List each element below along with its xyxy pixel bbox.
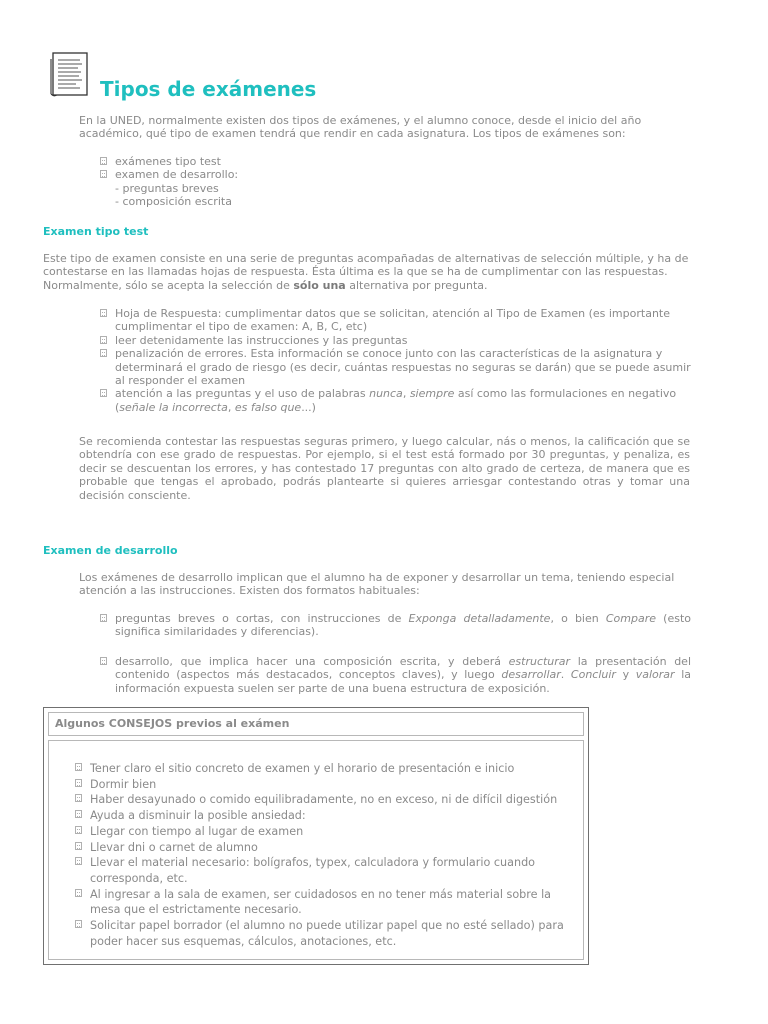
bullet-icon <box>100 309 107 317</box>
exam-types-list <box>100 155 400 209</box>
test-paragraph: Este tipo de examen consiste en una serie de preguntas acompañadas de alternativas de selección múltiple, y ha de contestarse en las llamadas hojas de respuesta. Ésta última es la que se ha de cumplimentar con las respuestas. Normalmente, sólo se acepta la selección de sólo una alternativa por pregunta. <box>43 252 689 292</box>
list-item: Solicitar papel borrador (el alumno no puede utilizar papel que no esté sellado) para poder hacer sus esquemas, cálculos, anotaciones, etc. <box>75 918 565 949</box>
desarrollo-format-list-2 <box>100 655 691 695</box>
bullet-icon <box>75 794 82 802</box>
bullet-icon <box>100 170 107 178</box>
bullet-icon <box>100 336 107 344</box>
list-item: atención a las preguntas y el uso de palabras nunca, siempre así como las formulaciones en negativo (señale la incorrecta, es falso que...) <box>100 387 692 414</box>
list-item: examen de desarrollo: - preguntas breves - composición escrita <box>100 168 400 208</box>
tips-box-heading: Algunos CONSEJOS previos al exámen <box>48 712 584 736</box>
sub-item: - preguntas breves <box>115 181 219 195</box>
list-item: Al ingresar a la sala de examen, ser cuidadosos en no tener más material sobre la mesa que el estrictamente necesario. <box>75 887 565 918</box>
document-icon <box>48 50 94 98</box>
bullet-icon <box>100 389 107 397</box>
desarrollo-paragraph: Los exámenes de desarrollo implican que el alumno ha de exponer y desarrollar un tema, teniendo especial atención a las instrucciones. Existen dos formatos habituales: <box>79 571 675 598</box>
list-item: Dormir bien <box>75 777 565 793</box>
list-item: Tener claro el sitio concreto de examen y el horario de presentación e inicio <box>75 761 565 777</box>
bullet-icon <box>100 349 107 357</box>
list-item: Haber desayunado o comido equilibradamente, no en exceso, ni de difícil digestión <box>75 792 565 808</box>
bullet-icon <box>75 826 82 834</box>
section-heading-desarrollo: Examen de desarrollo <box>43 544 178 557</box>
tips-box-body <box>48 740 584 960</box>
test-tips-list <box>100 307 692 414</box>
page-title: Tipos de exámenes <box>100 77 317 101</box>
tips-list <box>75 761 565 949</box>
bullet-icon <box>75 810 82 818</box>
bullet-icon <box>75 857 82 865</box>
bullet-icon <box>75 889 82 897</box>
test-strategy-paragraph: Se recomienda contestar las respuestas seguras primero, y luego calcular, nás o menos, la calificación que se obtendría con ese grado de respuestas. Por ejemplo, si el test está formado por 30 preguntas, y penaliza, es decir se descuentan los errores, y has contestado 17 preguntas con alto grado de certeza, de manera que es probable que tengas el aprobado, podrás plantearte si quieres arriesgar contestando otras y tomar una decisión consciente. <box>79 435 690 502</box>
bullet-icon <box>100 657 107 665</box>
list-item: Llegar con tiempo al lugar de examen <box>75 824 565 840</box>
bullet-icon <box>100 157 107 165</box>
bullet-icon <box>75 842 82 850</box>
bullet-icon <box>100 614 107 622</box>
bullet-icon <box>75 920 82 928</box>
list-item: exámenes tipo test <box>100 155 400 168</box>
sub-item: - composición escrita <box>115 195 232 209</box>
intro-paragraph: En la UNED, normalmente existen dos tipos de exámenes, y el alumno conoce, desde el inicio del año académico, qué tipo de examen tendrá que rendir en cada asignatura. Los tipos de exámenes son: <box>79 114 642 141</box>
list-item: preguntas breves o cortas, con instrucciones de Exponga detalladamente, o bien Compare (esto significa similaridades y diferencias). <box>100 612 691 639</box>
desarrollo-format-list-1 <box>100 612 691 639</box>
list-item: penalización de errores. Esta información se conoce junto con las características de la asignatura y determinará el grado de riesgo (es decir, cuántas respuestas no seguras se darán) que se puede asumir al responder el examen <box>100 347 692 387</box>
list-item: Ayuda a disminuir la posible ansiedad: <box>75 808 565 824</box>
list-item: Llevar el material necesario: bolígrafos, typex, calculadora y formulario cuando corresponda, etc. <box>75 855 565 886</box>
list-item: Hoja de Respuesta: cumplimentar datos que se solicitan, atención al Tipo de Examen (es importante cumplimentar el tipo de examen: A, B, C, etc) <box>100 307 692 334</box>
list-item: leer detenidamente las instrucciones y las preguntas <box>100 334 692 347</box>
list-item: Llevar dni o carnet de alumno <box>75 840 565 856</box>
bullet-icon <box>75 779 82 787</box>
bullet-icon <box>75 763 82 771</box>
list-item: desarrollo, que implica hacer una composición escrita, y deberá estructurar la presentación del contenido (aspectos más destacados, conceptos claves), y luego desarrollar. Concluir y valorar la información expuesta suelen ser parte de una buena estructura de exposición. <box>100 655 691 695</box>
section-heading-test: Examen tipo test <box>43 225 149 238</box>
